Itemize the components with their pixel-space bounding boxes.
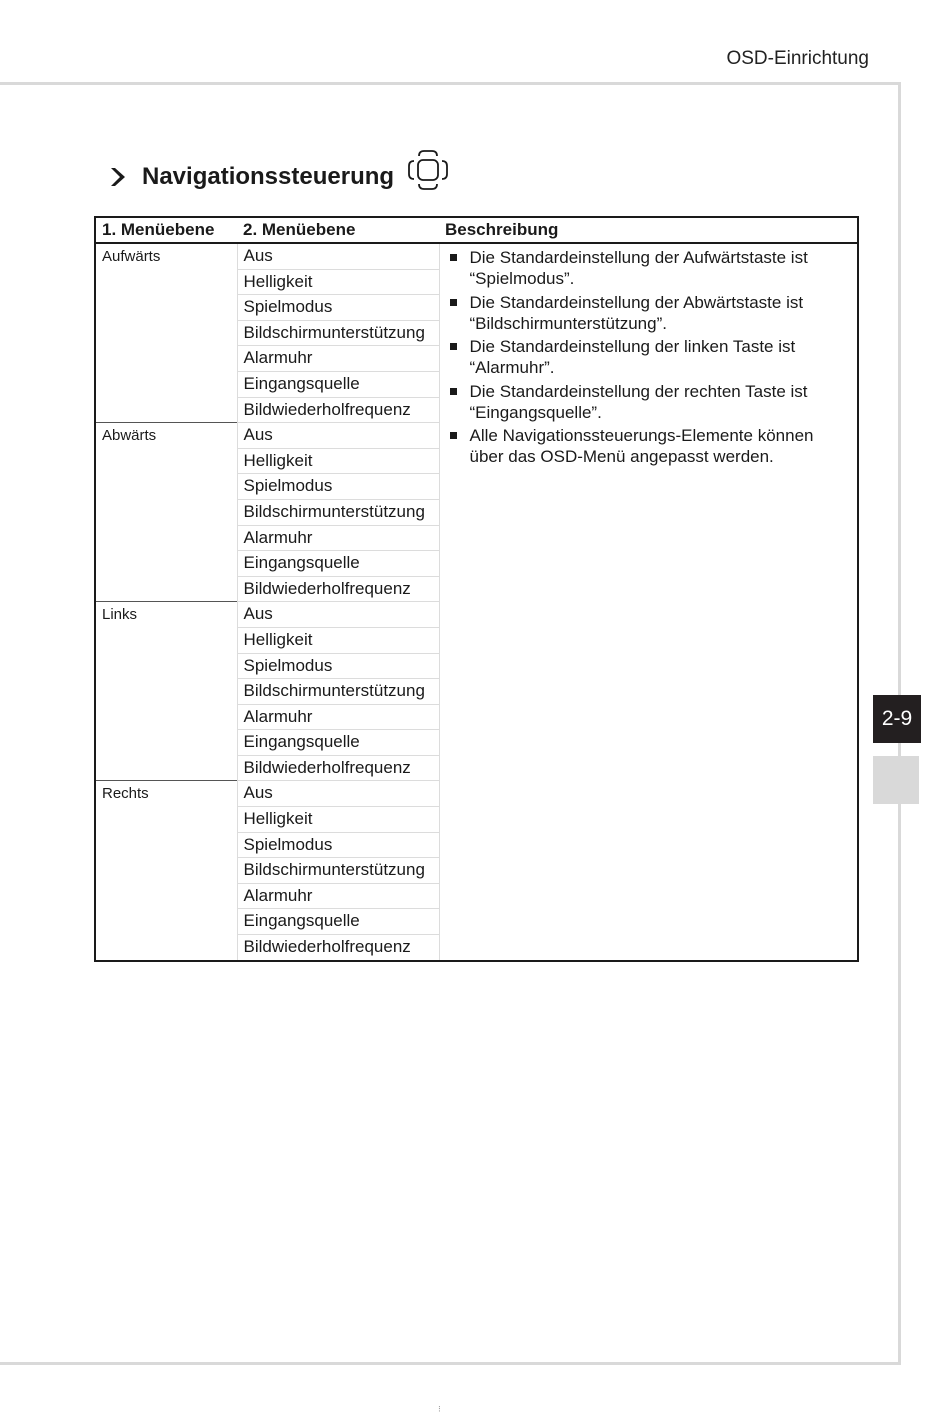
level2-option: Eingangsquelle <box>237 371 439 397</box>
level2-option: Eingangsquelle <box>237 909 439 935</box>
level2-option: Bildschirmunterstützung <box>237 320 439 346</box>
print-mark: ⁝ <box>438 1404 441 1414</box>
level2-option: Bildwiederholfrequenz <box>237 576 439 602</box>
level2-option: Eingangsquelle <box>237 551 439 577</box>
level2-option: Helligkeit <box>237 807 439 833</box>
column-header: 2. Menüebene <box>237 217 439 243</box>
level2-option: Bildwiederholfrequenz <box>237 755 439 781</box>
level2-option: Aus <box>237 602 439 628</box>
page-number: 2-9 <box>881 707 913 730</box>
section-heading <box>110 152 450 202</box>
level2-option: Eingangsquelle <box>237 730 439 756</box>
level2-option: Bildschirmunterstützung <box>237 499 439 525</box>
chevron-right-icon <box>110 167 126 187</box>
level2-option: Bildwiederholfrequenz <box>237 935 439 961</box>
description-list <box>448 247 852 467</box>
level2-option: Alarmuhr <box>237 704 439 730</box>
navigation-settings-table <box>94 216 859 962</box>
level2-option: Spielmodus <box>237 832 439 858</box>
level2-option: Spielmodus <box>237 295 439 321</box>
list-item: Alle Navigationssteuerungs-Elemente können über das OSD-Menü angepasst werden. <box>448 425 852 467</box>
list-item: Die Standardeinstellung der Aufwärtstaste ist “Spielmodus”. <box>448 247 852 289</box>
level2-option: Spielmodus <box>237 653 439 679</box>
table-row <box>95 243 858 269</box>
level1-label: Rechts <box>95 781 237 961</box>
header-rule <box>0 82 900 85</box>
page-frame-bottom <box>0 1362 901 1365</box>
table-header-row <box>95 217 858 243</box>
level2-option: Bildschirmunterstützung <box>237 679 439 705</box>
level2-option: Alarmuhr <box>237 883 439 909</box>
level2-option: Aus <box>237 423 439 449</box>
level2-option: Helligkeit <box>237 269 439 295</box>
list-item: Die Standardeinstellung der linken Taste ist “Alarmuhr”. <box>448 336 852 378</box>
level1-label: Abwärts <box>95 423 237 602</box>
list-item: Die Standardeinstellung der Abwärtstaste ist “Bildschirmunterstützung”. <box>448 292 852 334</box>
list-item: Die Standardeinstellung der rechten Taste ist “Eingangsquelle”. <box>448 381 852 423</box>
level2-option: Aus <box>237 243 439 269</box>
level2-option: Bildschirmunterstützung <box>237 858 439 884</box>
level1-label: Links <box>95 602 237 781</box>
page-number-tab <box>873 695 921 743</box>
level2-option: Alarmuhr <box>237 346 439 372</box>
level2-option: Helligkeit <box>237 627 439 653</box>
level2-option: Bildwiederholfrequenz <box>237 397 439 423</box>
level1-label: Aufwärts <box>95 243 237 423</box>
page-title: Navigationssteuerung <box>142 163 395 190</box>
column-header: 1. Menüebene <box>95 217 237 243</box>
navigation-joystick-icon <box>406 148 450 192</box>
column-header: Beschreibung <box>439 217 858 243</box>
level2-option: Spielmodus <box>237 474 439 500</box>
level2-option: Helligkeit <box>237 448 439 474</box>
description-cell <box>439 243 858 961</box>
level2-option: Alarmuhr <box>237 525 439 551</box>
running-header: OSD-Einrichtung <box>726 48 869 69</box>
page-tab-grey <box>873 756 919 804</box>
level2-option: Aus <box>237 781 439 807</box>
